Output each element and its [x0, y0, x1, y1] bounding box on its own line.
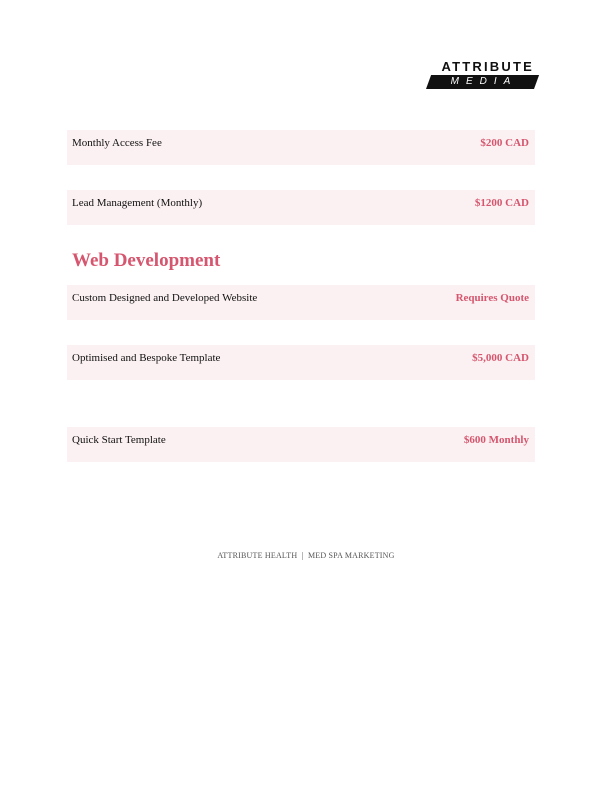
- item-price: $600 Monthly: [463, 434, 529, 446]
- item-label: Quick Start Template: [72, 434, 166, 446]
- item-label: Monthly Access Fee: [72, 137, 162, 149]
- item-price: $200 CAD: [480, 137, 529, 149]
- item-price: $1200 CAD: [474, 197, 529, 209]
- price-row-lead-management: [67, 190, 535, 225]
- item-price: Requires Quote: [455, 292, 529, 304]
- price-row-monthly-access: [67, 130, 535, 165]
- item-label: Custom Designed and Developed Website: [72, 292, 258, 304]
- price-row-bespoke-template: [67, 345, 535, 380]
- section-heading-web-development: Web Development: [72, 250, 221, 271]
- item-label: Optimised and Bespoke Template: [72, 352, 221, 364]
- logo-bottom-text: MEDIA: [450, 76, 518, 87]
- logo-top-text: ATTRIBUTE: [441, 59, 534, 74]
- price-row-quick-start: [67, 427, 535, 462]
- attribute-media-logo: [426, 60, 536, 90]
- price-row-custom-website: [67, 285, 535, 320]
- item-price: $5,000 CAD: [472, 352, 529, 364]
- item-label: Lead Management (Monthly): [72, 197, 203, 209]
- page-footer: ATTRIBUTE HEALTH | MED SPA MARKETING: [217, 551, 395, 560]
